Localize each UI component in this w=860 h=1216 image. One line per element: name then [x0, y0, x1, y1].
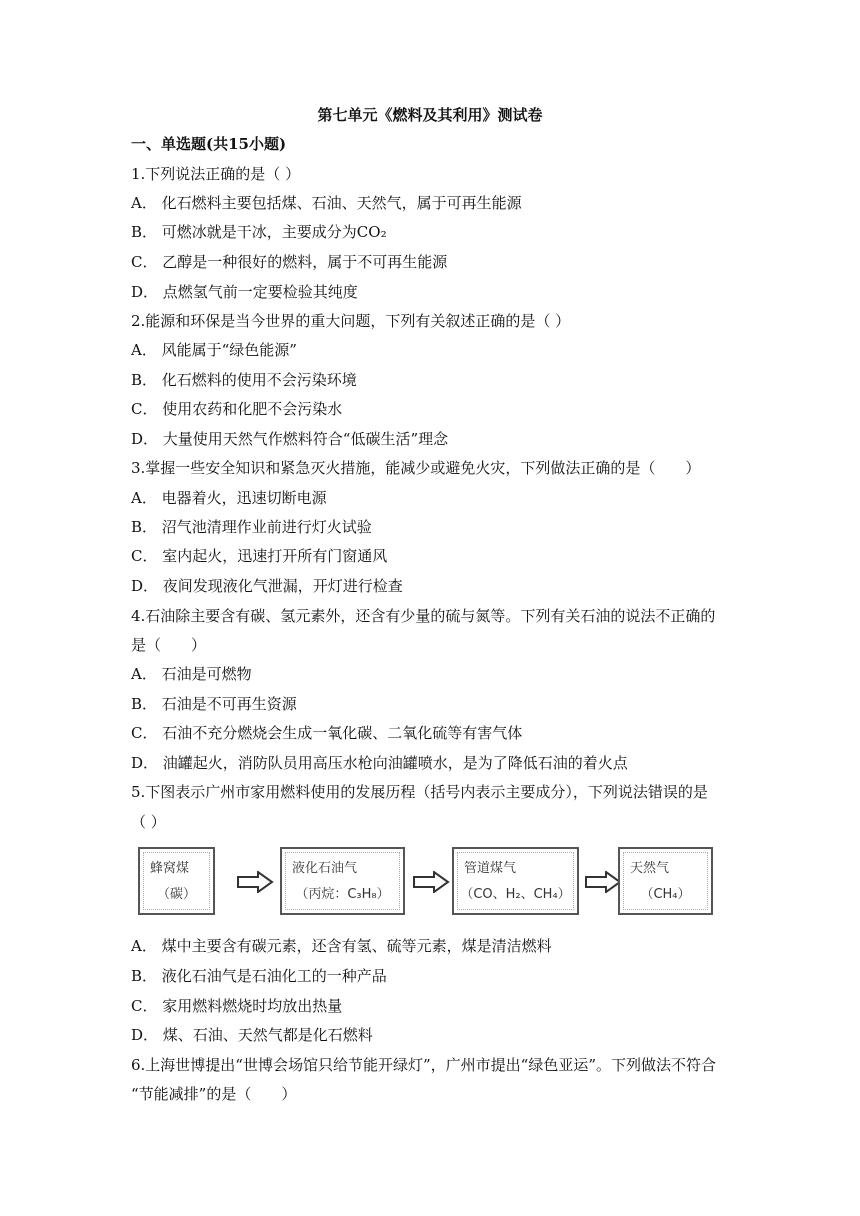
question-3-option-a: A． 电器着火，迅速切断电源	[131, 489, 327, 507]
fuel-box-honeycomb-coal	[138, 847, 215, 915]
fuel-box-natural-gas	[618, 847, 713, 915]
fuel-box-component: （碳）	[156, 887, 196, 902]
question-1-option-c: C． 乙醇是一种很好的燃料，属于不可再生能源	[131, 253, 448, 271]
fuel-history-diagram	[136, 843, 716, 923]
fuel-box-label: 天然气	[630, 861, 670, 876]
question-1-option-a: A． 化石燃料主要包括煤、石油、天然气，属于可再生能源	[131, 194, 522, 212]
page-title: 第七单元《燃料及其利用》测试卷	[317, 106, 543, 124]
question-1-stem: 1.下列说法正确的是（ ）	[131, 165, 301, 183]
section-heading: 一、单选题(共15小题)	[131, 135, 287, 153]
question-2-option-b: B． 化石燃料的使用不会污染环境	[131, 371, 357, 389]
fuel-box-label: 液化石油气	[292, 861, 358, 876]
question-3-option-b: B． 沼气池清理作业前进行灯火试验	[131, 518, 372, 536]
question-4-stem-line-2: 是（ ）	[131, 636, 207, 654]
question-4-option-b: B． 石油是不可再生资源	[131, 695, 297, 713]
question-6-stem-line-1: 6.上海世博提出“世博会场馆只给节能开绿灯”，广州市提出“绿色亚运”。下列做法不符合	[131, 1056, 716, 1074]
question-5-option-d: D． 煤、石油、天然气都是化石燃料	[131, 1026, 373, 1044]
question-3-stem: 3.掌握一些安全知识和紧急灭火措施，能减少或避免火灾，下列做法正确的是（ ）	[131, 459, 701, 477]
fuel-box-component: （丙烷：C₃H₈）	[295, 887, 390, 902]
question-1-option-d: D． 点燃氢气前一定要检验其纯度	[131, 283, 358, 301]
question-2-option-a: A． 风能属于“绿色能源”	[131, 341, 297, 359]
fuel-box-label: 管道煤气	[464, 861, 517, 876]
right-arrow-icon	[236, 871, 274, 893]
right-arrow-icon	[584, 871, 622, 893]
fuel-box-pipeline-gas	[452, 847, 579, 915]
question-3-option-c: C． 室内起火，迅速打开所有门窗通风	[131, 547, 388, 565]
question-4-option-d: D． 油罐起火，消防队员用高压水枪向油罐喷水，是为了降低石油的着火点	[131, 754, 628, 772]
question-5-option-a: A． 煤中主要含有碳元素，还含有氢、硫等元素，煤是清洁燃料	[131, 937, 552, 955]
question-2-option-c: C． 使用农药和化肥不会污染水	[131, 400, 343, 418]
question-4-option-c: C． 石油不充分燃烧会生成一氧化碳、二氧化硫等有害气体	[131, 724, 523, 742]
fuel-box-component: （CH₄）	[640, 887, 691, 902]
fuel-box-lpg	[280, 847, 405, 915]
question-4-option-a: A． 石油是可燃物	[131, 665, 252, 683]
question-4-stem-line-1: 4.石油除主要含有碳、氢元素外，还含有少量的硫与氮等。下列有关石油的说法不正确的	[131, 607, 716, 625]
question-5-stem-line-2: （ ）	[131, 813, 166, 831]
fuel-box-component: （CO、H₂、CH₄）	[460, 887, 571, 902]
fuel-box-label: 蜂窝煤	[150, 861, 190, 876]
question-1-option-b: B． 可燃冰就是干冰，主要成分为CO₂	[131, 223, 387, 241]
question-2-option-d: D． 大量使用天然气作燃料符合“低碳生活”理念	[131, 430, 449, 448]
question-5-stem-line-1: 5.下图表示广州市家用燃料使用的发展历程（括号内表示主要成分），下列说法错误的是	[131, 783, 708, 801]
question-6-stem-line-2: “节能减排”的是（ ）	[131, 1085, 297, 1103]
question-3-option-d: D． 夜间发现液化气泄漏，开灯进行检查	[131, 577, 403, 595]
question-5-option-b: B． 液化石油气是石油化工的一种产品	[131, 967, 387, 985]
question-5-option-c: C． 家用燃料燃烧时均放出热量	[131, 997, 343, 1015]
question-2-stem: 2.能源和环保是当今世界的重大问题，下列有关叙述正确的是（ ）	[131, 312, 571, 330]
right-arrow-icon	[412, 871, 450, 893]
